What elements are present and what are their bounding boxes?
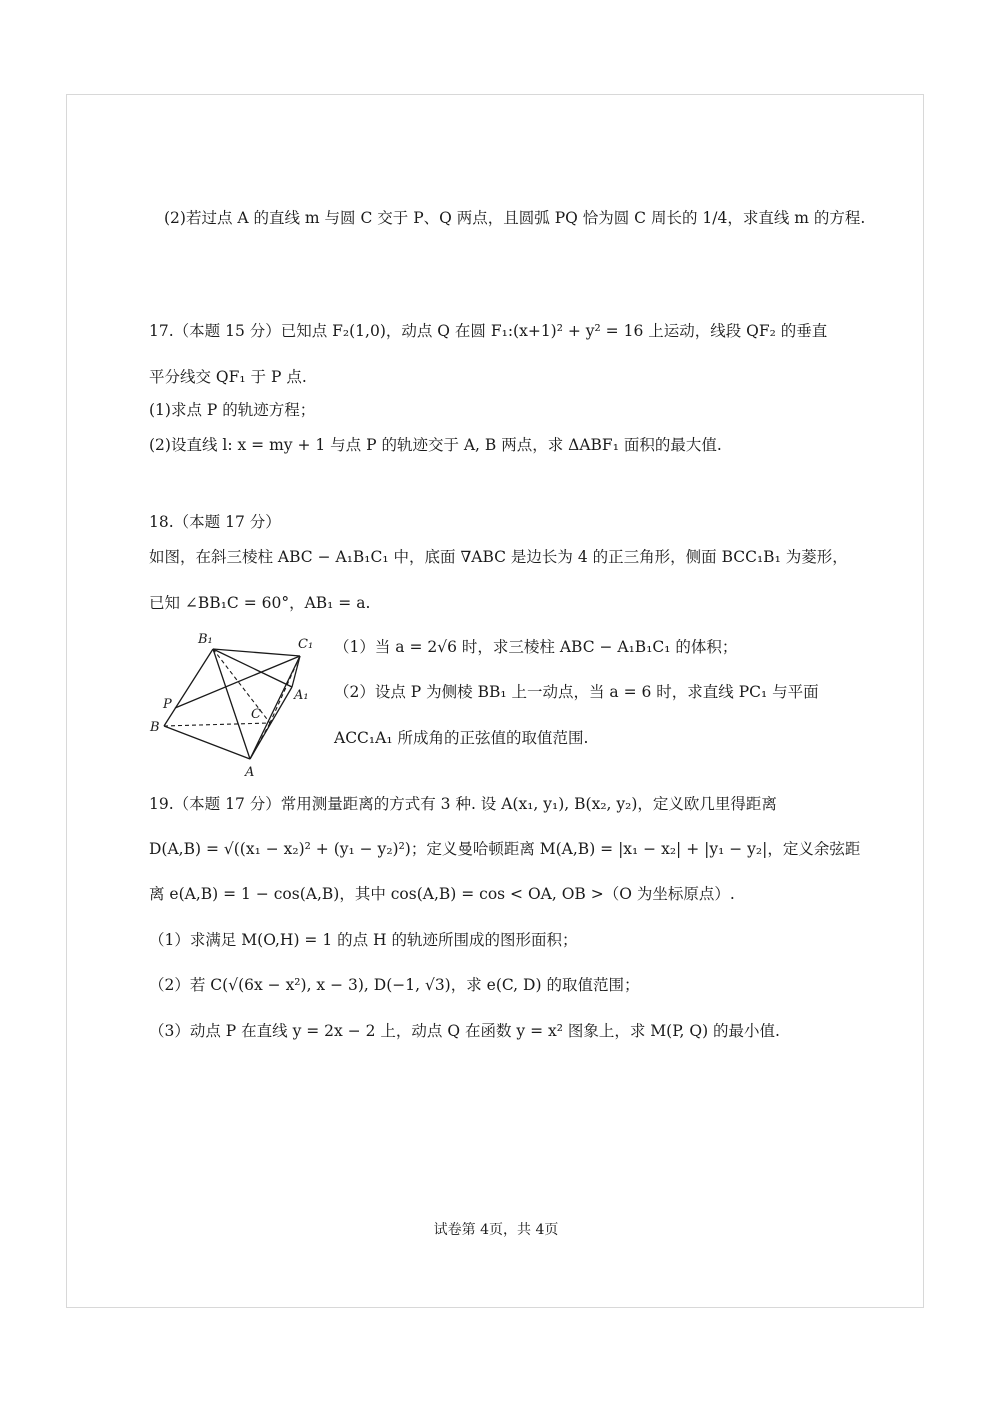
edge-b1a <box>213 649 250 759</box>
label-c: C <box>251 707 261 722</box>
label-p: P <box>163 697 172 712</box>
q17-stem: 17.（本题 15 分）已知点 F₂(1,0)，动点 Q 在圆 F₁:(x+1)² + y² = 16 上运动，线段 QF₂ 的垂直 <box>149 322 828 340</box>
label-a: A <box>245 765 255 780</box>
edge-bc-hidden <box>164 723 270 726</box>
q19-part2: （2）若 C(√(6x − x²), x − 3), D(−1, √3)，求 e(C, D) 的取值范围； <box>149 976 640 994</box>
q18-part2: （2）设点 P 为侧棱 BB₁ 上一动点，当 a = 6 时，求直线 PC₁ 与平面 <box>334 683 819 701</box>
page-footer: 试卷第 4页，共 4页 <box>433 1222 559 1238</box>
q19-part3: （3）动点 P 在直线 y = 2x − 2 上，动点 Q 在函数 y = x² 图象上，求 M(P, Q) 的最小值. <box>149 1022 780 1040</box>
label-b1: B₁ <box>198 632 213 647</box>
prism-figure <box>140 626 330 786</box>
q18-part1: （1）当 a = 2√6 时，求三棱柱 ABC − A₁B₁C₁ 的体积； <box>334 638 738 656</box>
edge-b1b <box>164 649 213 726</box>
q17-part2: (2)设直线 l: x = my + 1 与点 P 的轨迹交于 A, B 两点，求 ΔABF₁ 面积的最大值. <box>149 436 722 454</box>
q18-stem: 如图，在斜三棱柱 ABC − A₁B₁C₁ 中，底面 ∇ABC 是边长为 4 的正三角形，侧面 BCC₁B₁ 为菱形， <box>149 548 848 566</box>
q19-defs-cont: 离 e(A,B) = 1 − cos(A,B)，其中 cos(A,B) = cos < OA, OB >（O 为坐标原点）. <box>149 885 735 903</box>
q17-stem-cont: 平分线交 QF₁ 于 P 点. <box>149 368 307 386</box>
edge-ba <box>164 726 250 759</box>
q19-stem: 19.（本题 17 分）常用测量距离的方式有 3 种. 设 A(x₁, y₁), B(x₂, y₂)，定义欧几里得距离 <box>149 795 777 813</box>
q17-part1: (1)求点 P 的轨迹方程； <box>149 401 316 419</box>
q18-part2-cont: ACC₁A₁ 所成角的正弦值的取值范围. <box>334 729 589 747</box>
q19-defs: D(A,B) = √((x₁ − x₂)² + (y₁ − y₂)²)；定义曼哈顿距离 M(A,B) = |x₁ − x₂| + |y₁ − y₂|，定义余弦距 <box>149 840 861 858</box>
q16-part2: (2)若过点 A 的直线 m 与圆 C 交于 P、Q 两点，且圆弧 PQ 恰为圆 C 周长的 1/4，求直线 m 的方程. <box>164 209 866 227</box>
edge-b1c-hidden <box>213 649 270 723</box>
q19-part1: （1）求满足 M(O,H) = 1 的点 H 的轨迹所围成的图形面积； <box>149 931 578 949</box>
label-a1: A₁ <box>294 688 309 703</box>
label-c1: C₁ <box>298 637 314 652</box>
q18-given: 已知 ∠BB₁C = 60°，AB₁ = a. <box>149 594 371 612</box>
q18-header: 18.（本题 17 分） <box>149 513 281 531</box>
label-b: B <box>150 720 160 735</box>
